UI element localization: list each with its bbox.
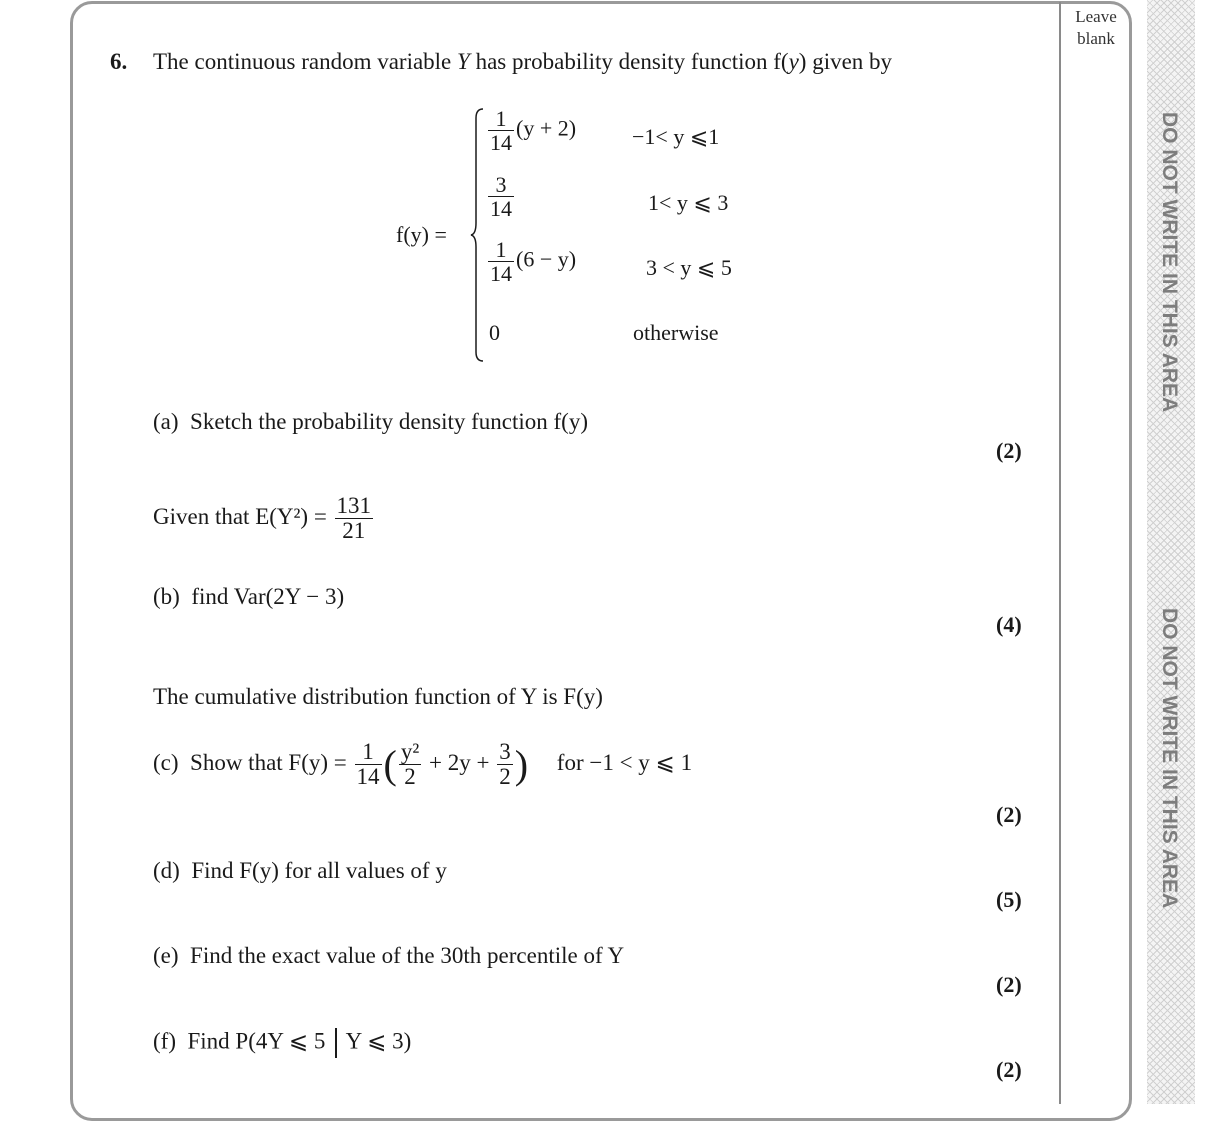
- part-f: (f) Find P(4Y ⩽ 5 Y ⩽ 3): [153, 1028, 411, 1058]
- pdf-case-2: $\frac{3}{14}$: [490, 172, 512, 222]
- pdf-lhs: f(y) =: [396, 222, 447, 247]
- do-not-write-label: DO NOT WRITE IN THIS AREA: [1158, 112, 1181, 413]
- marks-b: (4): [996, 612, 1022, 637]
- pdf-condition-2: 1< y ⩽ 3: [648, 190, 729, 215]
- pdf-case-4: 0: [489, 320, 500, 345]
- pdf-condition-3: 3 < y ⩽ 5: [646, 255, 732, 280]
- part-b: (b) find Var(2Y − 3): [153, 584, 345, 609]
- part-a: (a) Sketch the probability density function f(y): [153, 409, 588, 434]
- part-d: (d) Find F(y) for all values of y: [153, 858, 447, 883]
- marks-f: (2): [996, 1057, 1022, 1082]
- given-expectation: Given that E(Y²) = $\frac{131}{21}$: [153, 493, 372, 544]
- cdf-intro: The cumulative distribution function of Y is F(y): [153, 684, 603, 709]
- marks-e: (2): [996, 972, 1022, 997]
- marks-a: (2): [996, 438, 1022, 463]
- pdf-condition-4: otherwise: [633, 320, 719, 345]
- pdf-condition-1: −1< y ⩽1: [632, 124, 720, 149]
- leave-blank-label: Leave blank: [1075, 7, 1117, 48]
- pdf-case-1: $\frac{1}{14}$ (y + 2): [490, 106, 577, 156]
- part-c: (c) Show that F(y) = $\frac{1}{14}$ ( $\frac{\text{y²}}{2}$ + 2y + $\frac{3}{2}$ ) for −1 < y ⩽ 1: [153, 739, 693, 790]
- question-number: 6.: [110, 49, 128, 74]
- part-e: (e) Find the exact value of the 30th percentile of Y: [153, 943, 625, 968]
- margin-divider: [1059, 2, 1061, 1104]
- do-not-write-label: DO NOT WRITE IN THIS AREA: [1158, 608, 1181, 909]
- marks-d: (5): [996, 887, 1022, 912]
- pdf-case-3: $\frac{1}{14}$ (6 − y): [490, 237, 577, 287]
- marks-c: (2): [996, 802, 1022, 827]
- question-stem: The continuous random variable Y has probability density function f(y) given by: [153, 49, 893, 74]
- left-brace: [470, 108, 484, 362]
